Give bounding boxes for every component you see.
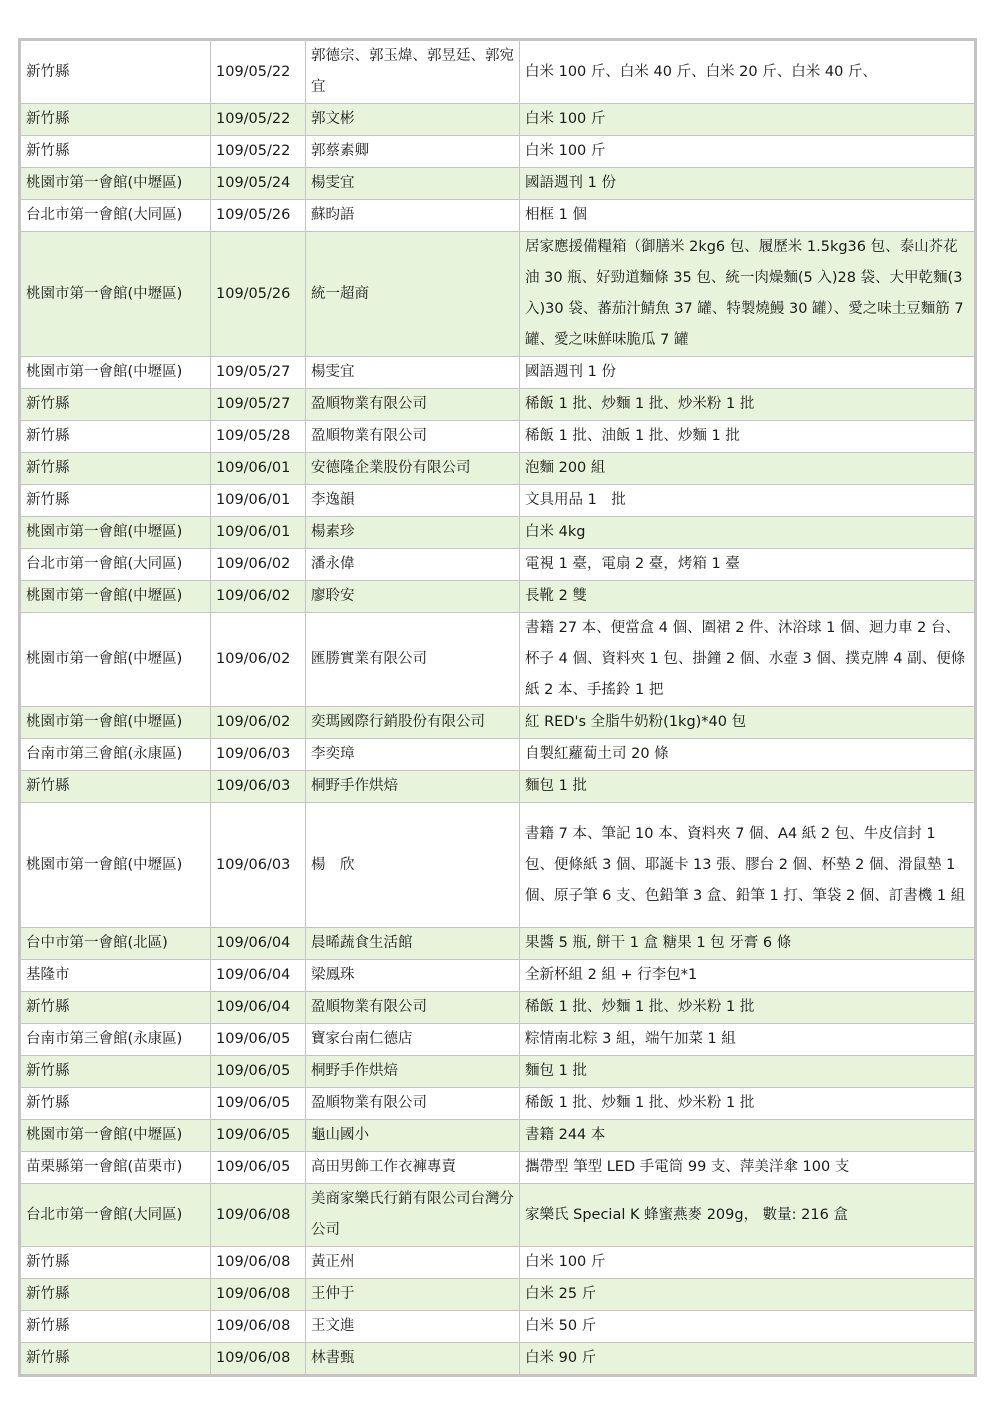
donor-cell: 潘永偉 — [306, 549, 520, 581]
date-cell: 109/06/04 — [211, 928, 306, 960]
date-cell: 109/06/08 — [211, 1279, 306, 1311]
table-row — [21, 104, 975, 136]
date-cell: 109/06/08 — [211, 1311, 306, 1343]
donor-cell: 李奕璋 — [306, 739, 520, 771]
item-cell: 攜帶型 筆型 LED 手電筒 99 支、萍美洋傘 100 支 — [520, 1152, 975, 1184]
item-cell: 國語週刊 1 份 — [520, 357, 975, 389]
date-cell: 109/06/02 — [211, 549, 306, 581]
unit-cell: 桃園市第一會館(中壢區) — [21, 357, 211, 389]
date-cell: 109/06/05 — [211, 1024, 306, 1056]
donor-cell: 桐野手作烘焙 — [306, 1056, 520, 1088]
table-row — [21, 421, 975, 453]
unit-cell: 新竹縣 — [21, 992, 211, 1024]
date-cell: 109/06/05 — [211, 1152, 306, 1184]
unit-cell: 基隆市 — [21, 960, 211, 992]
date-cell: 109/05/22 — [211, 136, 306, 168]
date-cell: 109/06/01 — [211, 453, 306, 485]
unit-cell: 新竹縣 — [21, 41, 211, 104]
table-row — [21, 581, 975, 613]
date-cell: 109/05/22 — [211, 41, 306, 104]
item-cell: 白米 100 斤 — [520, 104, 975, 136]
unit-cell: 新竹縣 — [21, 1279, 211, 1311]
date-cell: 109/06/03 — [211, 771, 306, 803]
unit-cell: 新竹縣 — [21, 421, 211, 453]
donor-cell: 高田男飾工作衣褲專賣 — [306, 1152, 520, 1184]
table-row — [21, 1184, 975, 1247]
date-cell: 109/06/04 — [211, 992, 306, 1024]
table-row — [21, 1088, 975, 1120]
donor-cell: 蘇昀語 — [306, 200, 520, 232]
table-row — [21, 41, 975, 104]
table-row — [21, 1120, 975, 1152]
table-row — [21, 739, 975, 771]
table-row — [21, 1247, 975, 1279]
donor-cell: 李逸韻 — [306, 485, 520, 517]
donation-table — [20, 40, 975, 1375]
date-cell: 109/06/02 — [211, 613, 306, 707]
item-cell: 白米 50 斤 — [520, 1311, 975, 1343]
item-cell: 白米 100 斤 — [520, 1247, 975, 1279]
item-cell: 書籍 7 本、筆記 10 本、資料夾 7 個、A4 紙 2 包、牛皮信封 1 包、便條紙 3 個、耶誕卡 13 張、膠台 2 個、杯墊 2 個、滑鼠墊 1 個、原子筆 6 支、色鉛筆 3 盒、鉛筆 1 打、筆袋 2 個、訂書機 1 組 — [520, 803, 975, 928]
donor-cell: 統一超商 — [306, 232, 520, 357]
table-row — [21, 232, 975, 357]
item-cell: 粽情南北粽 3 組，端午加菜 1 組 — [520, 1024, 975, 1056]
table-row — [21, 928, 975, 960]
table-row — [21, 1024, 975, 1056]
date-cell: 109/06/05 — [211, 1056, 306, 1088]
donation-table-container — [18, 38, 977, 1377]
table-row — [21, 960, 975, 992]
date-cell: 109/06/02 — [211, 581, 306, 613]
item-cell: 麵包 1 批 — [520, 771, 975, 803]
table-row — [21, 707, 975, 739]
table-row — [21, 803, 975, 928]
donor-cell: 寶家台南仁德店 — [306, 1024, 520, 1056]
donor-cell: 郭文彬 — [306, 104, 520, 136]
item-cell: 白米 4kg — [520, 517, 975, 549]
item-cell: 泡麵 200 組 — [520, 453, 975, 485]
table-row — [21, 357, 975, 389]
item-cell: 書籍 27 本、便當盒 4 個、圍裙 2 件、沐浴球 1 個、迴力車 2 台、杯子 4 個、資料夾 1 包、掛鐘 2 個、水壺 3 個、撲克牌 4 副、便條紙 2 本、手搖鈴 1 把 — [520, 613, 975, 707]
date-cell: 109/06/01 — [211, 517, 306, 549]
item-cell: 麵包 1 批 — [520, 1056, 975, 1088]
donor-cell: 王仲于 — [306, 1279, 520, 1311]
unit-cell: 新竹縣 — [21, 1088, 211, 1120]
unit-cell: 桃園市第一會館(中壢區) — [21, 613, 211, 707]
date-cell: 109/05/27 — [211, 389, 306, 421]
unit-cell: 台北市第一會館(大同區) — [21, 200, 211, 232]
donor-cell: 郭蔡素卿 — [306, 136, 520, 168]
donor-cell: 楊雯宜 — [306, 357, 520, 389]
unit-cell: 新竹縣 — [21, 389, 211, 421]
date-cell: 109/06/01 — [211, 485, 306, 517]
donor-cell: 楊 欣 — [306, 803, 520, 928]
unit-cell: 新竹縣 — [21, 136, 211, 168]
table-row — [21, 1279, 975, 1311]
donor-cell: 王文進 — [306, 1311, 520, 1343]
table-row — [21, 485, 975, 517]
unit-cell: 桃園市第一會館(中壢區) — [21, 707, 211, 739]
date-cell: 109/06/05 — [211, 1120, 306, 1152]
item-cell: 白米 100 斤 — [520, 136, 975, 168]
unit-cell: 台南市第三會館(永康區) — [21, 1024, 211, 1056]
unit-cell: 桃園市第一會館(中壢區) — [21, 581, 211, 613]
item-cell: 電視 1 臺，電扇 2 臺，烤箱 1 臺 — [520, 549, 975, 581]
donor-cell: 安德隆企業股份有限公司 — [306, 453, 520, 485]
unit-cell: 新竹縣 — [21, 1247, 211, 1279]
unit-cell: 台南市第三會館(永康區) — [21, 739, 211, 771]
unit-cell: 桃園市第一會館(中壢區) — [21, 1120, 211, 1152]
unit-cell: 台中市第一會館(北區) — [21, 928, 211, 960]
donor-cell: 盈順物業有限公司 — [306, 421, 520, 453]
unit-cell: 新竹縣 — [21, 485, 211, 517]
donor-cell: 盈順物業有限公司 — [306, 992, 520, 1024]
item-cell: 相框 1 個 — [520, 200, 975, 232]
table-row — [21, 168, 975, 200]
date-cell: 109/05/28 — [211, 421, 306, 453]
unit-cell: 新竹縣 — [21, 104, 211, 136]
unit-cell: 桃園市第一會館(中壢區) — [21, 517, 211, 549]
table-row — [21, 1311, 975, 1343]
table-row — [21, 517, 975, 549]
donor-cell: 黃正州 — [306, 1247, 520, 1279]
date-cell: 109/06/08 — [211, 1343, 306, 1375]
donor-cell: 盈順物業有限公司 — [306, 1088, 520, 1120]
unit-cell: 桃園市第一會館(中壢區) — [21, 232, 211, 357]
donor-cell: 楊雯宜 — [306, 168, 520, 200]
date-cell: 109/05/26 — [211, 200, 306, 232]
donor-cell: 林書甄 — [306, 1343, 520, 1375]
unit-cell: 新竹縣 — [21, 1056, 211, 1088]
item-cell: 家樂氏 Special K 蜂蜜燕麥 209g， 數量: 216 盒 — [520, 1184, 975, 1247]
date-cell: 109/06/08 — [211, 1184, 306, 1247]
date-cell: 109/05/26 — [211, 232, 306, 357]
item-cell: 自製紅蘿蔔土司 20 條 — [520, 739, 975, 771]
table-row — [21, 389, 975, 421]
table-row — [21, 1343, 975, 1375]
donor-cell: 晨晞蔬食生活館 — [306, 928, 520, 960]
item-cell: 稀飯 1 批、油飯 1 批、炒麵 1 批 — [520, 421, 975, 453]
item-cell: 紅 RED's 全脂牛奶粉(1kg)*40 包 — [520, 707, 975, 739]
date-cell: 109/06/03 — [211, 803, 306, 928]
item-cell: 文具用品 1 批 — [520, 485, 975, 517]
item-cell: 書籍 244 本 — [520, 1120, 975, 1152]
item-cell: 稀飯 1 批、炒麵 1 批、炒米粉 1 批 — [520, 389, 975, 421]
table-row — [21, 549, 975, 581]
unit-cell: 新竹縣 — [21, 771, 211, 803]
donor-cell: 廖聆安 — [306, 581, 520, 613]
unit-cell: 新竹縣 — [21, 1311, 211, 1343]
date-cell: 109/06/02 — [211, 707, 306, 739]
donor-cell: 郭德宗、郭玉煒、郭昱廷、郭宛宜 — [306, 41, 520, 104]
date-cell: 109/06/03 — [211, 739, 306, 771]
date-cell: 109/06/05 — [211, 1088, 306, 1120]
table-row — [21, 453, 975, 485]
table-row — [21, 136, 975, 168]
donor-cell: 盈順物業有限公司 — [306, 389, 520, 421]
table-row — [21, 1056, 975, 1088]
item-cell: 稀飯 1 批、炒麵 1 批、炒米粉 1 批 — [520, 992, 975, 1024]
donor-cell: 奕瑪國際行銷股份有限公司 — [306, 707, 520, 739]
item-cell: 果醬 5 瓶, 餅干 1 盒 糖果 1 包 牙膏 6 條 — [520, 928, 975, 960]
item-cell: 白米 25 斤 — [520, 1279, 975, 1311]
unit-cell: 台北市第一會館(大同區) — [21, 549, 211, 581]
table-row — [21, 613, 975, 707]
item-cell: 白米 90 斤 — [520, 1343, 975, 1375]
item-cell: 稀飯 1 批、炒麵 1 批、炒米粉 1 批 — [520, 1088, 975, 1120]
date-cell: 109/06/04 — [211, 960, 306, 992]
donor-cell: 美商家樂氏行銷有限公司台灣分公司 — [306, 1184, 520, 1247]
date-cell: 109/05/24 — [211, 168, 306, 200]
item-cell: 居家應援備糧箱（御膳米 2kg6 包、履歷米 1.5kg36 包、泰山芥花油 30 瓶、好勁道麵條 35 包、統一肉燥麵(5 入)28 袋、大甲乾麵(3 入)30 袋、蕃茄汁鯖魚 37 罐、特製燒鰻 30 罐）、愛之味土豆麵筋 7 罐、愛之味鮮味脆瓜 7 罐 — [520, 232, 975, 357]
unit-cell: 新竹縣 — [21, 453, 211, 485]
table-row — [21, 200, 975, 232]
item-cell: 長靴 2 雙 — [520, 581, 975, 613]
donation-table-body — [21, 41, 975, 1375]
donor-cell: 楊素珍 — [306, 517, 520, 549]
donor-cell: 桐野手作烘焙 — [306, 771, 520, 803]
table-row — [21, 771, 975, 803]
item-cell: 白米 100 斤、白米 40 斤、白米 20 斤、白米 40 斤、 — [520, 41, 975, 104]
unit-cell: 桃園市第一會館(中壢區) — [21, 168, 211, 200]
date-cell: 109/06/08 — [211, 1247, 306, 1279]
unit-cell: 苗栗縣第一會館(苗栗市) — [21, 1152, 211, 1184]
date-cell: 109/05/27 — [211, 357, 306, 389]
unit-cell: 台北市第一會館(大同區) — [21, 1184, 211, 1247]
donor-cell: 梁鳳珠 — [306, 960, 520, 992]
table-row — [21, 1152, 975, 1184]
unit-cell: 新竹縣 — [21, 1343, 211, 1375]
donor-cell: 龜山國小 — [306, 1120, 520, 1152]
donor-cell: 匯勝實業有限公司 — [306, 613, 520, 707]
date-cell: 109/05/22 — [211, 104, 306, 136]
table-row — [21, 992, 975, 1024]
item-cell: 全新杯組 2 組 + 行李包*1 — [520, 960, 975, 992]
unit-cell: 桃園市第一會館(中壢區) — [21, 803, 211, 928]
item-cell: 國語週刊 1 份 — [520, 168, 975, 200]
